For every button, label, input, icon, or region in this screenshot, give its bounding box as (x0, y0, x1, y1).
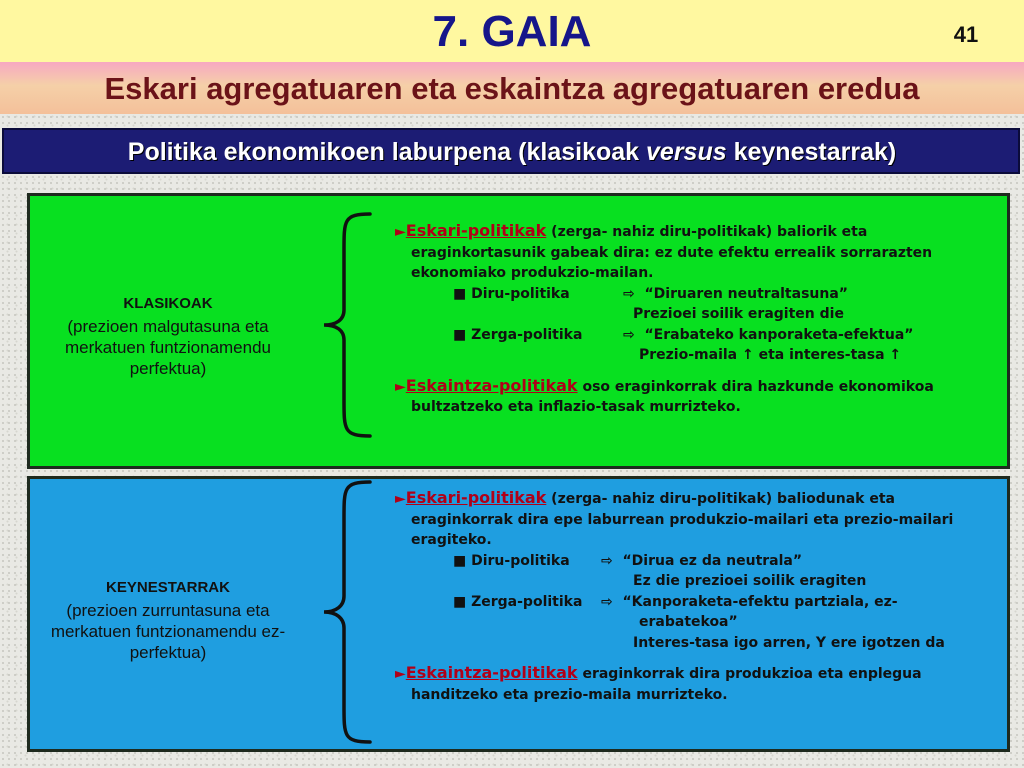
classic-supply-line1: oso eraginkorrak dira hazkunde ekonomikoa (577, 378, 934, 395)
slide-title: 7. GAIA (432, 7, 592, 56)
classic-monetary-label: ■ Diru-politika (453, 285, 570, 302)
arrow-icon: ⇨ (623, 285, 635, 302)
classic-description: (prezioen malgutasuna eta merkatuen funtzionamendu perfektua) (64, 317, 272, 378)
section-title-part1: Politika ekonomikoen laburpena (klasikoak (127, 138, 647, 166)
classic-demand-keyword: Eskari-politikak (405, 221, 547, 240)
keynes-fiscal-label: ■ Zerga-politika (453, 593, 583, 610)
classic-name: KLASIKOAK (123, 295, 213, 312)
classic-monetary-quote: “Diruaren neutraltasuna” (644, 285, 848, 302)
keynes-fiscal-quote-cont: erabatekoa” (639, 614, 738, 630)
classic-label (30, 293, 306, 379)
arrow-icon: ⇨ (623, 326, 635, 343)
keynes-monetary-effect: Ez die prezioei soilik eragiten (633, 573, 867, 589)
arrow-icon: ⇨ (601, 552, 613, 569)
keynes-supply-keyword: Eskaintza-politikak (405, 663, 578, 682)
classic-supply-keyword: Eskaintza-politikak (405, 375, 578, 395)
classic-text (395, 221, 1005, 418)
keynes-text (395, 488, 1005, 705)
classic-fiscal-label: ■ Zerga-politika (453, 326, 583, 343)
keynes-name: KEYNESTARRAK (106, 579, 230, 596)
keynes-fiscal-effect: Interes-tasa igo arren, Y ere igotzen da (633, 634, 945, 651)
classic-demand-line3: ekonomiako produkzio-mailan. (411, 265, 654, 281)
bullet-icon: ► (395, 491, 406, 507)
section-title (0, 137, 1024, 167)
slide-subtitle: Eskari agregatuaren eta eskaintza agregatuaren eredua (104, 71, 920, 106)
classic-fiscal-effect: Prezio-maila ↑ eta interes-tasa ↑ (639, 347, 902, 363)
bullet-icon: ► (395, 378, 406, 395)
section-title-italic: versus (646, 138, 727, 166)
classic-fiscal-quote: “Erabateko kanporaketa-efektua” (644, 326, 914, 343)
keynes-demand-keyword: Eskari-politikak (405, 488, 547, 507)
bullet-icon: ► (395, 224, 406, 240)
keynes-monetary-label: ■ Diru-politika (453, 552, 570, 569)
keynes-monetary-quote: “Dirua ez da neutrala” (622, 552, 803, 569)
classic-demand-line2: eraginkortasunik gabeak dira: ez dute efektu errealik sorrarazten (411, 244, 933, 261)
classic-supply-line2: bultzatzeko eta inflazio-tasak murrizteko. (411, 399, 741, 415)
keynes-supply-line1: eraginkorrak dira produkzioa eta enplegua (577, 666, 922, 682)
section-title-part2: keynestarrak) (726, 138, 897, 166)
keynes-fiscal-quote: “Kanporaketa-efektu partziala, ez- (622, 593, 898, 610)
classic-monetary-effect: Prezioei soilik eragiten die (633, 306, 844, 322)
keynes-brace-icon (318, 478, 378, 746)
classic-brace-icon (318, 210, 378, 440)
classic-demand-line1: (zerga- nahiz diru-politikak) baliorik eta (546, 224, 868, 240)
keynes-demand-line3: eragiteko. (411, 532, 492, 548)
keynes-demand-line2: eraginkorrak dira epe laburrean produkzio-mailari eta prezio-mailari (411, 511, 954, 528)
keynes-label (30, 577, 306, 663)
keynes-supply-line2: handitzeko eta prezio-maila murrizteko. (411, 686, 728, 703)
arrow-icon: ⇨ (601, 593, 613, 610)
keynes-description: (prezioen zurruntasuna eta merkatuen funtzionamendu ez-perfektua) (50, 601, 286, 662)
slide-number: 41 (953, 22, 979, 47)
bullet-icon: ► (395, 666, 406, 682)
keynes-demand-line1: (zerga- nahiz diru-politikak) baliodunak eta (546, 491, 895, 507)
